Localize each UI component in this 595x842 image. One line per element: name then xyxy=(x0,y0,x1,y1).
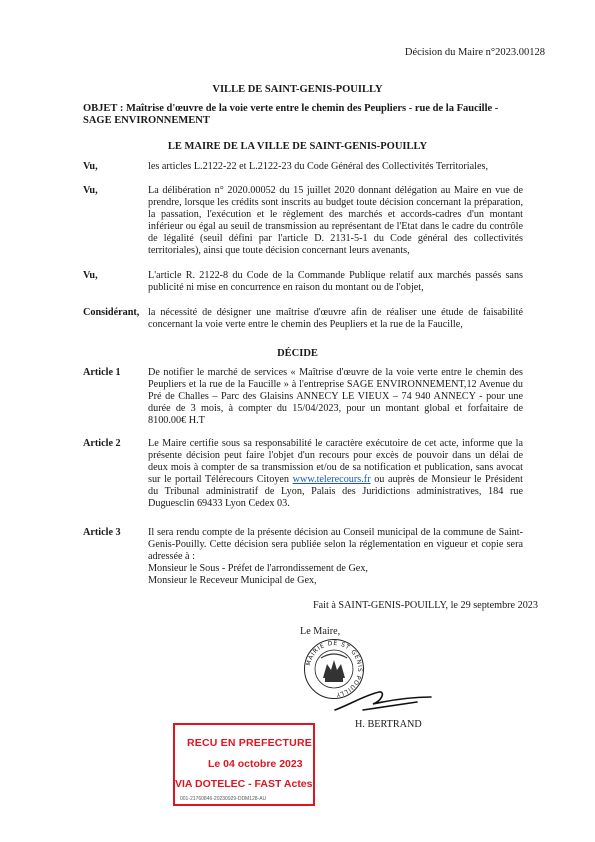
considerant-3 xyxy=(83,270,523,294)
considerant-label: Considérant, xyxy=(83,307,140,318)
stamp-line-3: VIA DOTELEC - FAST Actes xyxy=(175,778,313,790)
signatory-role: Le Maire, xyxy=(300,626,341,637)
article-label: Article 2 xyxy=(83,438,121,449)
considerant-text: L'article R. 2122-8 du Code de la Commande Publique relatif aux marchés passés sans publicité ni mise en concurrence en raison du montant ou de l'objet, xyxy=(148,270,523,293)
article-text-before: Le Maire certifie sous sa responsabilité le caractère exécutoire de cet acte, informe que la présente décision peut faire l'objet d'un recours pour excès de pouvoir dans un délai de deux mois à compter de sa transmission et/ou de sa notification et publication, sans avocat sur le portail Télérecours Citoyen xyxy=(148,438,523,485)
article-2 xyxy=(83,438,523,509)
article-label: Article 3 xyxy=(83,527,121,538)
stamp-line-4: 001-21760846-20230929-DDM128-AU xyxy=(180,796,267,802)
considerant-1 xyxy=(83,161,523,173)
considerant-2 xyxy=(83,185,523,256)
signatory-name: H. BERTRAND xyxy=(355,719,422,730)
considerant-4 xyxy=(83,307,523,331)
considerant-text: les articles L.2122-22 et L.2122-23 du Code Général des Collectivités Territoriales, xyxy=(148,161,489,172)
article-label: Article 1 xyxy=(83,367,121,378)
article-text: Il sera rendu compte de la présente décision au Conseil municipal de la commune de Saint-Genis-Pouilly. Cette décision sera publiée selon la réglementation en vigueur et copie sera adressée à : xyxy=(148,527,523,562)
telerecours-link[interactable]: www.telerecours.fr xyxy=(292,473,371,485)
considerant-label: Vu, xyxy=(83,161,98,172)
recipient-1: Monsieur le Sous - Préfet de l'arrondissement de Gex, xyxy=(148,563,368,574)
recipient-2: Monsieur le Receveur Municipal de Gex, xyxy=(148,575,317,586)
decision-reference: Décision du Maire n°2023.00128 xyxy=(404,47,545,58)
article-text-after: ou auprès de Monsieur le Président du Tribunal administratif de Lyon, Palais des Juridictions administratives, 184 rue Duguesclin 69433 Lyon Cedex 03. xyxy=(148,473,523,509)
authority-heading: LE MAIRE DE LA VILLE DE SAINT-GENIS-POUILLY xyxy=(167,141,428,152)
stamp-line-2: Le 04 octobre 2023 xyxy=(208,758,303,770)
place-date: Fait à SAINT-GENIS-POUILLY, le 29 septembre 2023 xyxy=(312,600,538,611)
considerant-label: Vu, xyxy=(83,270,98,281)
considerant-text: la nécessité de désigner une maîtrise d'œuvre afin de réaliser une étude de faisabilité concernant la voie verte entre le chemin des Peupliers et la rue de la Faucille, xyxy=(148,307,523,330)
object-line: OBJET : Maîtrise d'œuvre de la voie verte entre le chemin des Peupliers - rue de la Faucille - SAGE ENVIRONNEMENT xyxy=(83,103,499,126)
considerant-text: La délibération n° 2020.00052 du 15 juillet 2020 donnant délégation au Maire en vue de prendre, lorsque les crédits sont inscrits au budget toute décision concernant la préparation, la passation, l'exécution et le règlement des marchés et accords-cadres d'un montant inférieur ou égal au seuil de transmission au représentant de l'Etat dans le cadre du contrôle de légalité (seuil défini par l'article D. 2131-5-1 du Code général des collectivités territoriales), ainsi que toute décision concernant leurs avenants, xyxy=(148,185,523,256)
handwritten-signature-icon xyxy=(333,688,433,714)
prefecture-stamp xyxy=(173,723,315,806)
svg-text:MAIRIE DE ST GENIS POUILLY: MAIRIE DE ST GENIS POUILLY xyxy=(305,639,364,699)
article-text: De notifier le marché de services « Maîtrise d'œuvre de la voie verte entre le chemin des Peupliers et la rue de la Faucille » à l'entreprise SAGE ENVIRONNEMENT,12 Avenue du Pré de Challes – Parc des Glaisins ANNECY LE VIEUX – 74 940 ANNECY - pour une durée de 3 mois, à compter du 15/04/2023, pour un montant global et forfaitaire de 8100.00€ H.T xyxy=(148,367,523,426)
city-heading: VILLE DE SAINT-GENIS-POUILLY xyxy=(212,84,383,95)
article-1 xyxy=(83,367,523,427)
article-3 xyxy=(83,527,523,563)
article-text xyxy=(148,438,523,509)
considerant-label: Vu, xyxy=(83,185,98,196)
decide-heading: DÉCIDE xyxy=(277,348,318,359)
stamp-line-1: RECU EN PREFECTURE xyxy=(187,737,312,749)
